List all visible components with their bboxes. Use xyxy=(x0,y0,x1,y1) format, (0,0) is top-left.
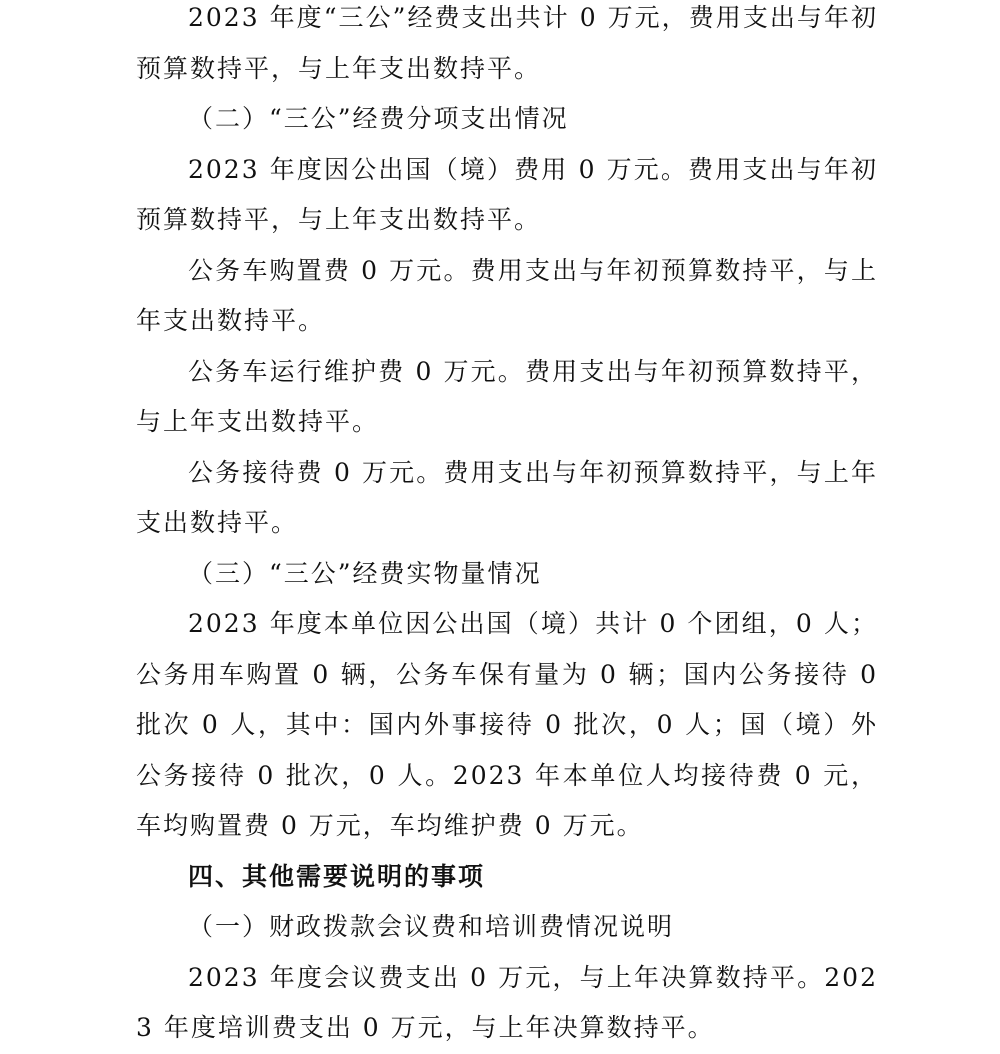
paragraph-vehicle-operation: 公务车运行维护费 0 万元。费用支出与年初预算数持平，与上年支出数持平。 xyxy=(136,356,878,436)
paragraph-meeting-training-detail: 2023 年度会议费支出 0 万元，与上年决算数持平。2023 年度培训费支出 0 万元，与上年决算数持平。 xyxy=(136,962,878,1042)
paragraph-overseas-travel: 2023 年度因公出国（境）费用 0 万元。费用支出与年初预算数持平，与上年支出数持平。 xyxy=(136,154,878,234)
heading-physical-quantity: （三）“三公”经费实物量情况 xyxy=(188,558,542,588)
paragraph-vehicle-purchase: 公务车购置费 0 万元。费用支出与年初预算数持平，与上年支出数持平。 xyxy=(136,255,878,335)
heading-other-matters: 四、其他需要说明的事项 xyxy=(188,861,486,891)
heading-meeting-training: （一）财政拨款会议费和培训费情况说明 xyxy=(188,912,675,941)
paragraph-reception: 公务接待费 0 万元。费用支出与年初预算数持平，与上年支出数持平。 xyxy=(136,457,878,537)
paragraph-physical-quantity-detail: 2023 年度本单位因公出国（境）共计 0 个团组，0 人；公务用车购置 0 辆，公务车保有量为 0 辆；国内公务接待 0 批次 0 人，其中：国内外事接待 0 批次，0 人；国（境）外公务接待 0 批次，0 人。2023 年本单位人均接待费 0 元，车均购置费 0 万元，车均维护费 0 万元。 xyxy=(136,609,878,840)
paragraph-sangong-total: 2023 年度“三公”经费支出共计 0 万元，费用支出与年初预算数持平，与上年支出数持平。 xyxy=(136,3,878,83)
document-page xyxy=(136,0,878,1054)
heading-itemized-expenses: （二）“三公”经费分项支出情况 xyxy=(188,104,569,133)
